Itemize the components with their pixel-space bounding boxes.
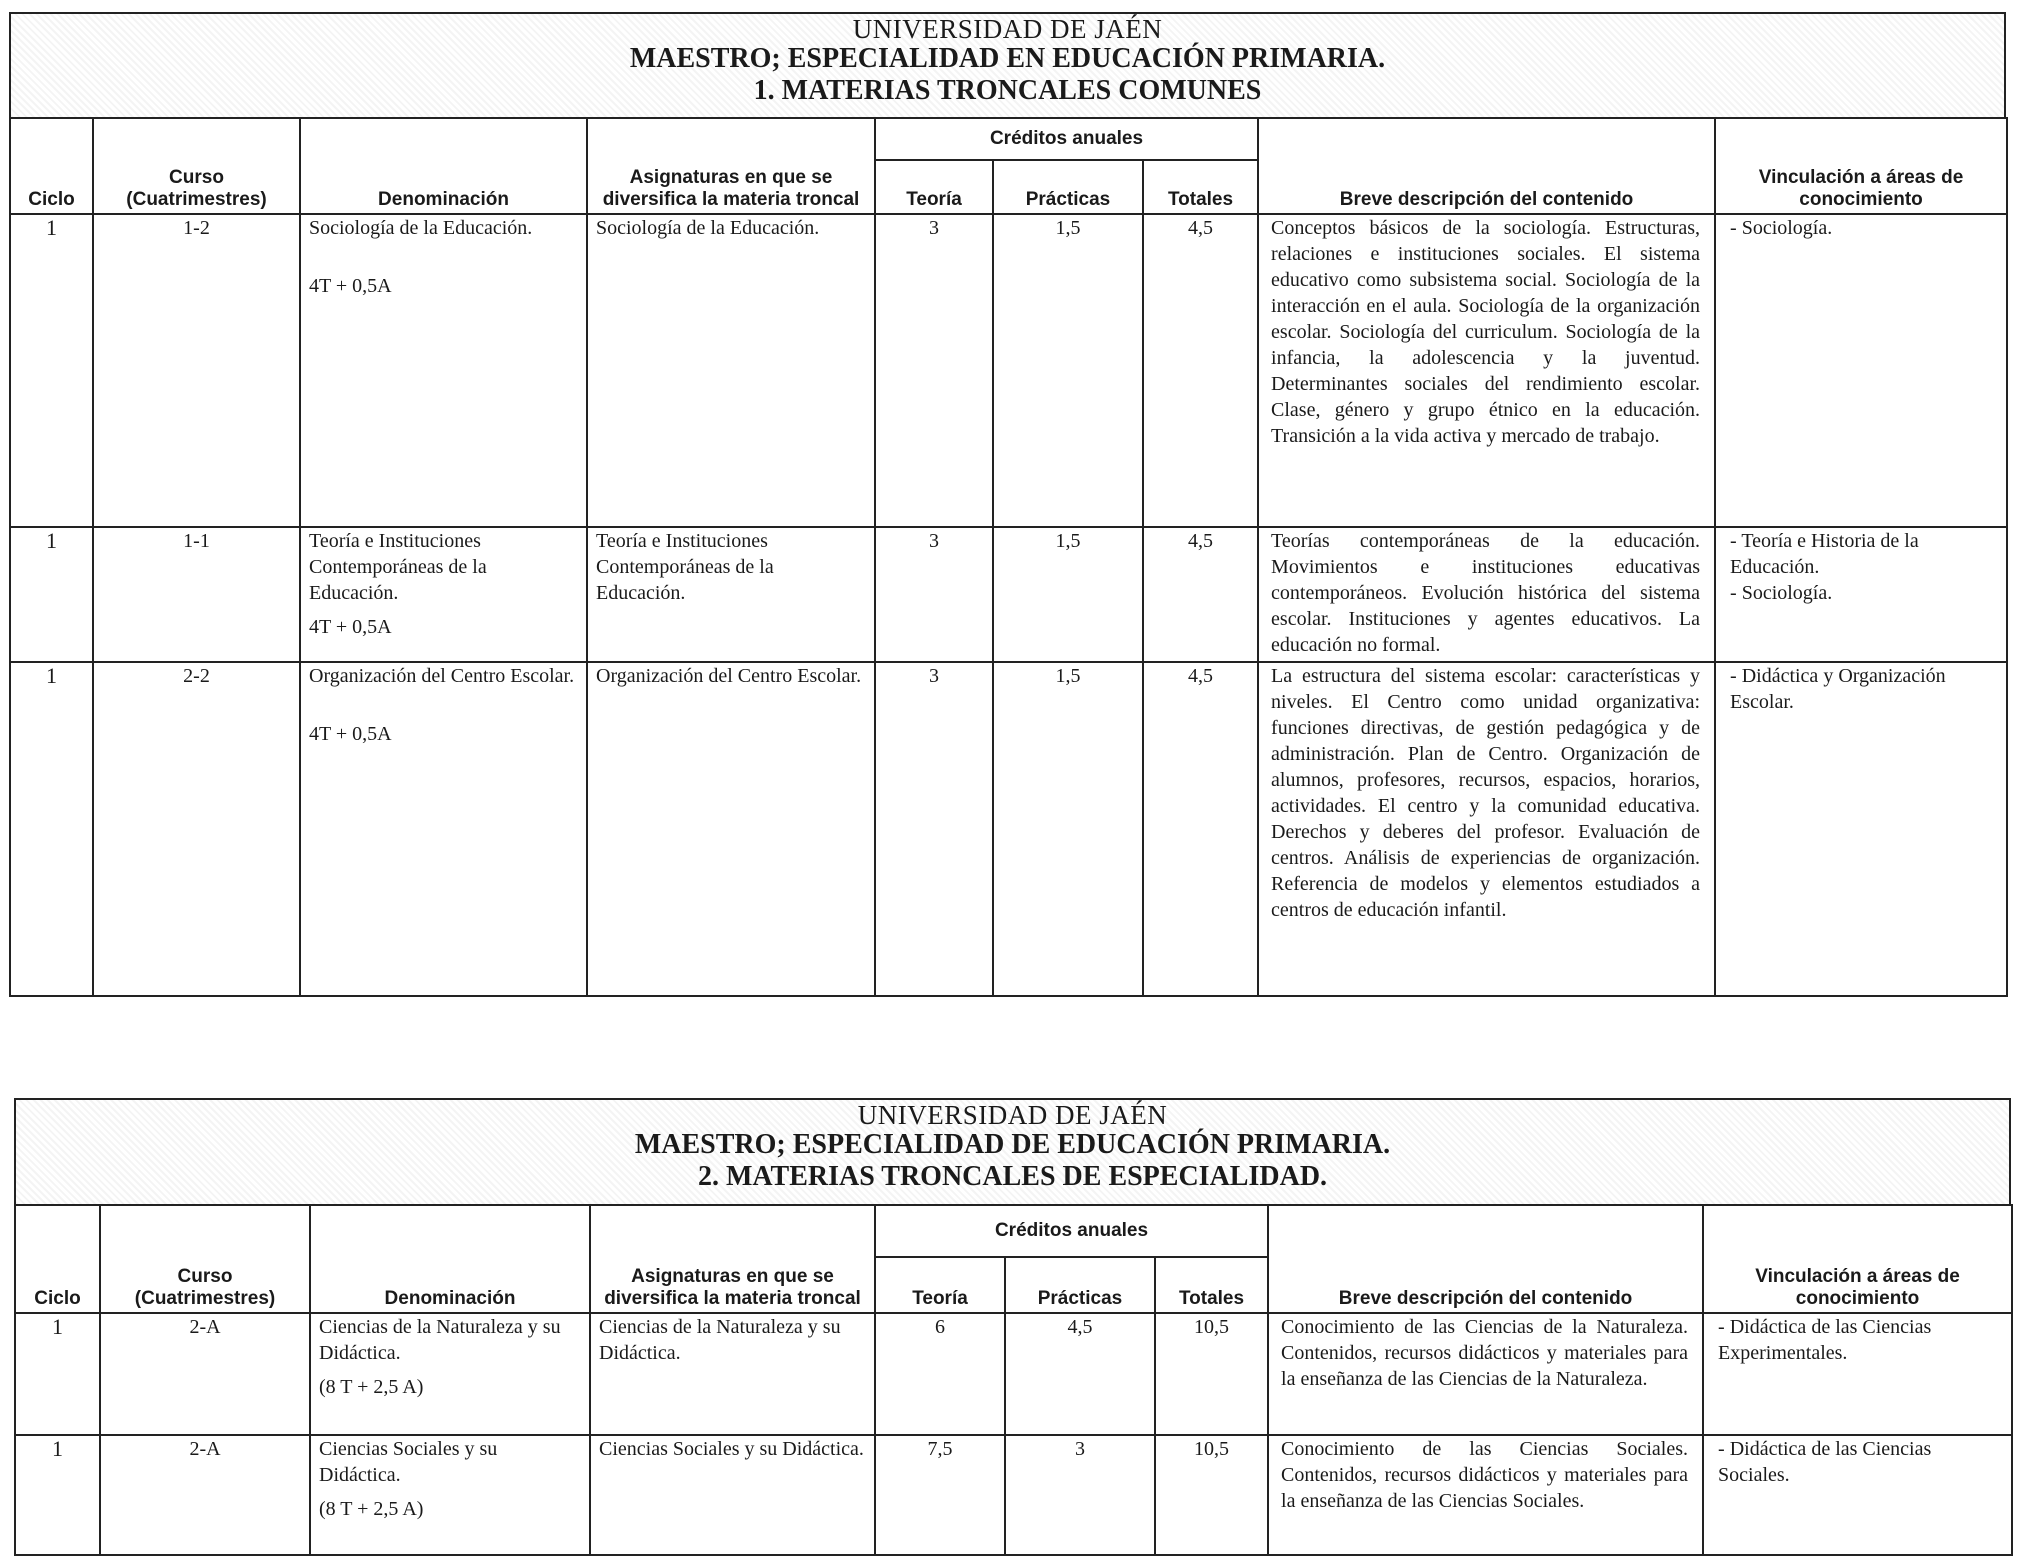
- vinculacion-item: - Teoría e Historia de la Educación.: [1730, 530, 1919, 578]
- hours-text: 4T + 0,5A: [309, 275, 392, 297]
- header-totales: Totales: [1143, 160, 1258, 214]
- cell-asignatura: Sociología de la Educación.: [587, 214, 875, 527]
- header-practicas: Prácticas: [993, 160, 1143, 214]
- vinculacion-item: - Didáctica y Organización Escolar.: [1730, 665, 1946, 713]
- cell-ciclo: 1: [10, 662, 93, 996]
- header-vinculacion: Vinculación a áreas de conocimiento: [1715, 118, 2007, 214]
- cell-vinculacion: [1715, 662, 2007, 996]
- subjects-table-1: [9, 117, 2008, 997]
- table-row: [15, 1435, 2012, 1555]
- section-title: 2. MATERIAS TRONCALES DE ESPECIALIDAD.: [697, 1161, 1328, 1192]
- cell-asignatura: Organización del Centro Escolar.: [587, 662, 875, 996]
- section-title: 1. MATERIAS TRONCALES COMUNES: [753, 75, 1262, 106]
- cell-teoria: 3: [875, 527, 993, 662]
- hours-text: (8 T + 2,5 A): [319, 1498, 424, 1520]
- denominacion-text: Organización del Centro Escolar.: [309, 665, 575, 687]
- denominacion-text: Ciencias Sociales y su Didáctica.: [319, 1438, 498, 1486]
- cell-curso: 2-A: [100, 1313, 310, 1435]
- section-2-block: [14, 1098, 2011, 1556]
- hours-text: 4T + 0,5A: [309, 616, 392, 638]
- cell-denominacion: [300, 662, 587, 996]
- section-1-title-box: [9, 12, 2006, 117]
- vinculacion-item: - Didáctica de las Ciencias Sociales.: [1718, 1438, 1932, 1486]
- cell-curso: 2-2: [93, 662, 300, 996]
- cell-curso: 1-2: [93, 214, 300, 527]
- cell-totales: 10,5: [1155, 1435, 1268, 1555]
- cell-totales: 10,5: [1155, 1313, 1268, 1435]
- cell-practicas: 1,5: [993, 662, 1143, 996]
- cell-teoria: 3: [875, 662, 993, 996]
- header-denominacion: Denominación: [300, 118, 587, 214]
- cell-vinculacion: [1715, 214, 2007, 527]
- header-ciclo: Ciclo: [10, 118, 93, 214]
- cell-vinculacion: [1703, 1313, 2012, 1435]
- cell-vinculacion: [1715, 527, 2007, 662]
- section-2-title-box: [14, 1098, 2011, 1204]
- cell-descripcion: Conceptos básicos de la sociología. Estructuras, relaciones e instituciones sociales. El sistema educativo como subsistema social. Sociología de la interacción en el aula. Sociología de la organización escolar. Sociología del curriculum. Sociología de la infancia, la adolescencia y la juventud. Determinantes sociales del rendimiento escolar. Clase, género y grupo étnico en la educación. Transición a la vida activa y mercado de trabajo.: [1258, 214, 1715, 527]
- table-row: [15, 1313, 2012, 1435]
- subjects-table-2: [14, 1204, 2013, 1556]
- header-asignaturas: Asignaturas en que se diversifica la materia troncal: [587, 118, 875, 214]
- cell-totales: 4,5: [1143, 662, 1258, 996]
- cell-ciclo: 1: [15, 1435, 100, 1555]
- header-creditos: Créditos anuales: [875, 1205, 1268, 1257]
- cell-asignatura: Teoría e Instituciones Contemporáneas de la Educación.: [587, 527, 875, 662]
- cell-curso: 1-1: [93, 527, 300, 662]
- cell-curso: 2-A: [100, 1435, 310, 1555]
- header-totales: Totales: [1155, 1257, 1268, 1313]
- cell-vinculacion: [1703, 1435, 2012, 1555]
- cell-ciclo: 1: [15, 1313, 100, 1435]
- cell-descripcion: Conocimiento de las Ciencias Sociales. Contenidos, recursos didácticos y materiales para la enseñanza de las Ciencias Sociales.: [1268, 1435, 1703, 1555]
- cell-denominacion: [300, 214, 587, 527]
- denominacion-text: Ciencias de la Naturaleza y su Didáctica.: [319, 1316, 561, 1364]
- cell-denominacion: [300, 527, 587, 662]
- cell-practicas: 3: [1005, 1435, 1155, 1555]
- vinculacion-item: - Sociología.: [1730, 582, 1833, 604]
- cell-descripcion: La estructura del sistema escolar: características y niveles. El Centro como unidad organizativa: funciones directivas, de gestión pedagógica y de administración. Plan de Centro. Organización de alumnos, profesores, recursos, espacios, horarios, actividades. El centro y la comunidad educativa. Derechos y deberes del profesor. Evaluación de centros. Análisis de experiencias de organización. Referencia de modelos y elementos estudiados a centros de educación infantil.: [1258, 662, 1715, 996]
- header-ciclo: Ciclo: [15, 1205, 100, 1313]
- table-row: [10, 662, 2007, 996]
- cell-asignatura: Ciencias de la Naturaleza y su Didáctica.: [590, 1313, 875, 1435]
- vinculacion-item: - Sociología.: [1730, 217, 1833, 239]
- cell-practicas: 1,5: [993, 214, 1143, 527]
- vinculacion-item: - Didáctica de las Ciencias Experimentales.: [1718, 1316, 1932, 1364]
- cell-descripcion: Conocimiento de las Ciencias de la Naturaleza. Contenidos, recursos didácticos y materiales para la enseñanza de las Ciencias de la Naturaleza.: [1268, 1313, 1703, 1435]
- header-vinculacion: Vinculación a áreas de conocimiento: [1703, 1205, 2012, 1313]
- cell-teoria: 7,5: [875, 1435, 1005, 1555]
- degree-title: MAESTRO; ESPECIALIDAD EN EDUCACIÓN PRIMARIA.: [629, 43, 1386, 74]
- cell-denominacion: [310, 1313, 590, 1435]
- cell-denominacion: [310, 1435, 590, 1555]
- header-teoria: Teoría: [875, 160, 993, 214]
- cell-asignatura: Ciencias Sociales y su Didáctica.: [590, 1435, 875, 1555]
- hours-text: (8 T + 2,5 A): [319, 1376, 424, 1398]
- section-1-block: [9, 12, 2006, 997]
- header-descripcion: Breve descripción del contenido: [1258, 118, 1715, 214]
- header-creditos: Créditos anuales: [875, 118, 1258, 160]
- header-descripcion: Breve descripción del contenido: [1268, 1205, 1703, 1313]
- university-name: UNIVERSIDAD DE JAÉN: [857, 1100, 1168, 1130]
- cell-practicas: 1,5: [993, 527, 1143, 662]
- header-practicas: Prácticas: [1005, 1257, 1155, 1313]
- degree-title: MAESTRO; ESPECIALIDAD DE EDUCACIÓN PRIMARIA.: [634, 1129, 1391, 1160]
- cell-teoria: 3: [875, 214, 993, 527]
- university-name: UNIVERSIDAD DE JAÉN: [852, 14, 1163, 44]
- cell-totales: 4,5: [1143, 527, 1258, 662]
- cell-practicas: 4,5: [1005, 1313, 1155, 1435]
- table-row: [10, 214, 2007, 527]
- header-curso: Curso (Cuatrimestres): [93, 118, 300, 214]
- denominacion-text: Sociología de la Educación.: [309, 217, 533, 239]
- hours-text: 4T + 0,5A: [309, 723, 392, 745]
- cell-ciclo: 1: [10, 527, 93, 662]
- cell-teoria: 6: [875, 1313, 1005, 1435]
- table-row: [10, 527, 2007, 662]
- header-asignaturas: Asignaturas en que se diversifica la materia troncal: [590, 1205, 875, 1313]
- cell-ciclo: 1: [10, 214, 93, 527]
- cell-descripcion: Teorías contemporáneas de la educación. Movimientos e instituciones educativas contemporáneos. Evolución histórica del sistema escolar. Instituciones y agentes educativos. La educación no formal.: [1258, 527, 1715, 662]
- header-denominacion: Denominación: [310, 1205, 590, 1313]
- cell-totales: 4,5: [1143, 214, 1258, 527]
- header-teoria: Teoría: [875, 1257, 1005, 1313]
- denominacion-text: Teoría e Instituciones Contemporáneas de la Educación.: [309, 530, 487, 604]
- header-curso: Curso (Cuatrimestres): [100, 1205, 310, 1313]
